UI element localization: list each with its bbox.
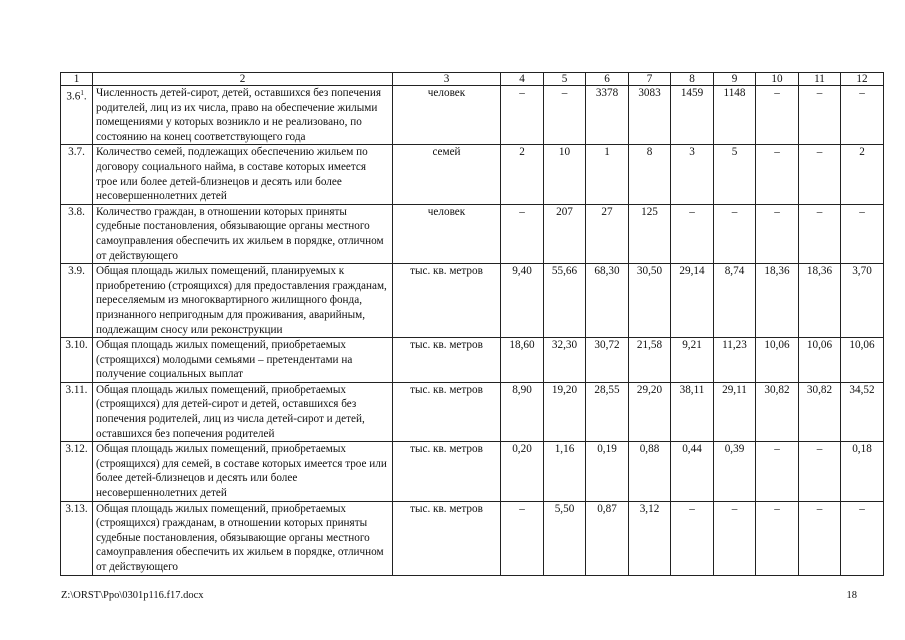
value-cell: –: [799, 86, 841, 145]
value-cell: 10: [544, 145, 586, 204]
row-number-text: 3.10.: [65, 339, 88, 352]
column-number-9: 9: [714, 73, 756, 86]
value-cell: –: [671, 204, 714, 263]
row-number-text: 3.11.: [65, 383, 88, 396]
row-number-text: 3.9.: [68, 265, 85, 278]
value-cell: 2: [501, 145, 544, 204]
value-cell: 18,36: [756, 264, 799, 338]
value-cell: 1459: [671, 86, 714, 145]
table-row: [61, 382, 884, 441]
value-cell: 29,11: [714, 382, 756, 441]
indicator-description: Численность детей-сирот, детей, оставшихся без попечения родителей, лиц из их числа, право на обеспечение жилыми помещениями у которых возникло и не реализовано, по состоянию на конец соответствующего года: [93, 86, 393, 145]
unit-of-measure: тыс. кв. метров: [393, 264, 501, 338]
indicator-description: Общая площадь жилых помещений, планируемых к приобретению (строящихся) для предоставления гражданам, переселяемым из многоквартирного жилищного фонда, признанного непригодным для проживания, аварийным, подлежащим сносу или реконструкции: [93, 264, 393, 338]
value-cell: 29,20: [629, 382, 671, 441]
column-number-10: 10: [756, 73, 799, 86]
value-cell: 8,90: [501, 382, 544, 441]
value-cell: 10,06: [756, 338, 799, 383]
table-row: [61, 501, 884, 575]
indicator-description: Общая площадь жилых помещений, приобретаемых (строящихся) для семей, в составе которых имеется трое или более детей-близнецов и десять или более несовершеннолетних детей: [93, 442, 393, 501]
value-cell: –: [671, 501, 714, 575]
value-cell: –: [756, 501, 799, 575]
value-cell: 18,36: [799, 264, 841, 338]
indicator-description: Общая площадь жилых помещений, приобретаемых (строящихся) для детей-сирот и детей, оставшихся без попечения родителей, лиц из числа детей-сирот и детей, оставшихся без попечения родителей: [93, 382, 393, 441]
unit-of-measure: семей: [393, 145, 501, 204]
unit-of-measure: человек: [393, 86, 501, 145]
row-number-text: 3.13.: [65, 502, 88, 515]
value-cell: 5,50: [544, 501, 586, 575]
row-number-superscript: 1: [80, 89, 84, 97]
value-cell: –: [714, 501, 756, 575]
value-cell: 9,40: [501, 264, 544, 338]
value-cell: 3: [671, 145, 714, 204]
value-cell: –: [841, 86, 884, 145]
column-number-5: 5: [544, 73, 586, 86]
table-row: [61, 264, 884, 338]
row-number: [61, 338, 93, 383]
column-number-6: 6: [586, 73, 629, 86]
value-cell: 3,12: [629, 501, 671, 575]
unit-of-measure: человек: [393, 204, 501, 263]
value-cell: –: [501, 86, 544, 145]
unit-of-measure: тыс. кв. метров: [393, 442, 501, 501]
value-cell: 1148: [714, 86, 756, 145]
value-cell: 3083: [629, 86, 671, 145]
value-cell: –: [501, 204, 544, 263]
value-cell: 0,20: [501, 442, 544, 501]
column-number-7: 7: [629, 73, 671, 86]
indicator-description: Количество граждан, в отношении которых приняты судебные постановления, обязывающие органы местного самоуправления обеспечить их жильем в порядке, отличном от действующего: [93, 204, 393, 263]
column-number-3: 3: [393, 73, 501, 86]
row-number: [61, 264, 93, 338]
table-row: [61, 145, 884, 204]
indicator-description: Общая площадь жилых помещений, приобретаемых (строящихся) молодыми семьями – претендентами на получение социальных выплат: [93, 338, 393, 383]
value-cell: 34,52: [841, 382, 884, 441]
file-path: Z:\ORST\Ppo\0301p116.f17.docx: [61, 590, 204, 601]
table-row: [61, 338, 884, 383]
unit-of-measure: тыс. кв. метров: [393, 382, 501, 441]
value-cell: 55,66: [544, 264, 586, 338]
row-number: [61, 145, 93, 204]
unit-of-measure: тыс. кв. метров: [393, 501, 501, 575]
indicator-description: Количество семей, подлежащих обеспечению жильем по договору социального найма, в составе которых имеется трое или более детей-близнецов и десять или более несовершеннолетних детей: [93, 145, 393, 204]
value-cell: –: [841, 204, 884, 263]
value-cell: –: [841, 501, 884, 575]
row-number-text: 3.8.: [68, 205, 85, 218]
table-row: [61, 442, 884, 501]
column-number-11: 11: [799, 73, 841, 86]
value-cell: –: [799, 204, 841, 263]
value-cell: 207: [544, 204, 586, 263]
value-cell: 10,06: [841, 338, 884, 383]
column-number-1: 1: [61, 73, 93, 86]
row-number: [61, 501, 93, 575]
value-cell: 0,88: [629, 442, 671, 501]
value-cell: 1,16: [544, 442, 586, 501]
value-cell: 0,44: [671, 442, 714, 501]
table-row: [61, 204, 884, 263]
value-cell: 5: [714, 145, 756, 204]
value-cell: 3378: [586, 86, 629, 145]
value-cell: 68,30: [586, 264, 629, 338]
value-cell: 2: [841, 145, 884, 204]
value-cell: 30,50: [629, 264, 671, 338]
value-cell: 27: [586, 204, 629, 263]
value-cell: 1: [586, 145, 629, 204]
value-cell: –: [714, 204, 756, 263]
value-cell: –: [756, 145, 799, 204]
value-cell: 125: [629, 204, 671, 263]
indicator-description: Общая площадь жилых помещений, приобретаемых (строящихся) гражданам, в отношении которых приняты судебные постановления, обязывающие органы местного самоуправления обеспечить их жильем в порядке, отличном от действующего: [93, 501, 393, 575]
value-cell: 3,70: [841, 264, 884, 338]
value-cell: –: [799, 501, 841, 575]
row-number-text: 3.6: [66, 90, 81, 103]
value-cell: 18,60: [501, 338, 544, 383]
value-cell: 30,82: [756, 382, 799, 441]
row-number-dot: .: [83, 90, 87, 103]
column-number-12: 12: [841, 73, 884, 86]
value-cell: 0,87: [586, 501, 629, 575]
value-cell: –: [756, 204, 799, 263]
column-number-8: 8: [671, 73, 714, 86]
value-cell: 0,18: [841, 442, 884, 501]
indicators-table: [60, 72, 884, 576]
row-number: [61, 382, 93, 441]
value-cell: –: [799, 145, 841, 204]
row-number-text: 3.7.: [68, 146, 85, 159]
value-cell: –: [756, 86, 799, 145]
value-cell: 11,23: [714, 338, 756, 383]
header-row: [61, 73, 884, 86]
value-cell: 8: [629, 145, 671, 204]
value-cell: 8,74: [714, 264, 756, 338]
row-number: [61, 204, 93, 263]
row-number: [61, 442, 93, 501]
value-cell: 9,21: [671, 338, 714, 383]
value-cell: 30,82: [799, 382, 841, 441]
column-number-2: 2: [93, 73, 393, 86]
value-cell: –: [799, 442, 841, 501]
value-cell: –: [544, 86, 586, 145]
value-cell: 30,72: [586, 338, 629, 383]
value-cell: 38,11: [671, 382, 714, 441]
value-cell: 28,55: [586, 382, 629, 441]
value-cell: 10,06: [799, 338, 841, 383]
value-cell: 29,14: [671, 264, 714, 338]
unit-of-measure: тыс. кв. метров: [393, 338, 501, 383]
value-cell: 21,58: [629, 338, 671, 383]
value-cell: 19,20: [544, 382, 586, 441]
page-number: 18: [846, 590, 857, 601]
row-number-text: 3.12.: [65, 443, 88, 456]
table-row: [61, 86, 884, 145]
value-cell: –: [501, 501, 544, 575]
value-cell: 0,19: [586, 442, 629, 501]
value-cell: –: [756, 442, 799, 501]
column-number-4: 4: [501, 73, 544, 86]
row-number: [61, 86, 93, 145]
value-cell: 0,39: [714, 442, 756, 501]
value-cell: 32,30: [544, 338, 586, 383]
